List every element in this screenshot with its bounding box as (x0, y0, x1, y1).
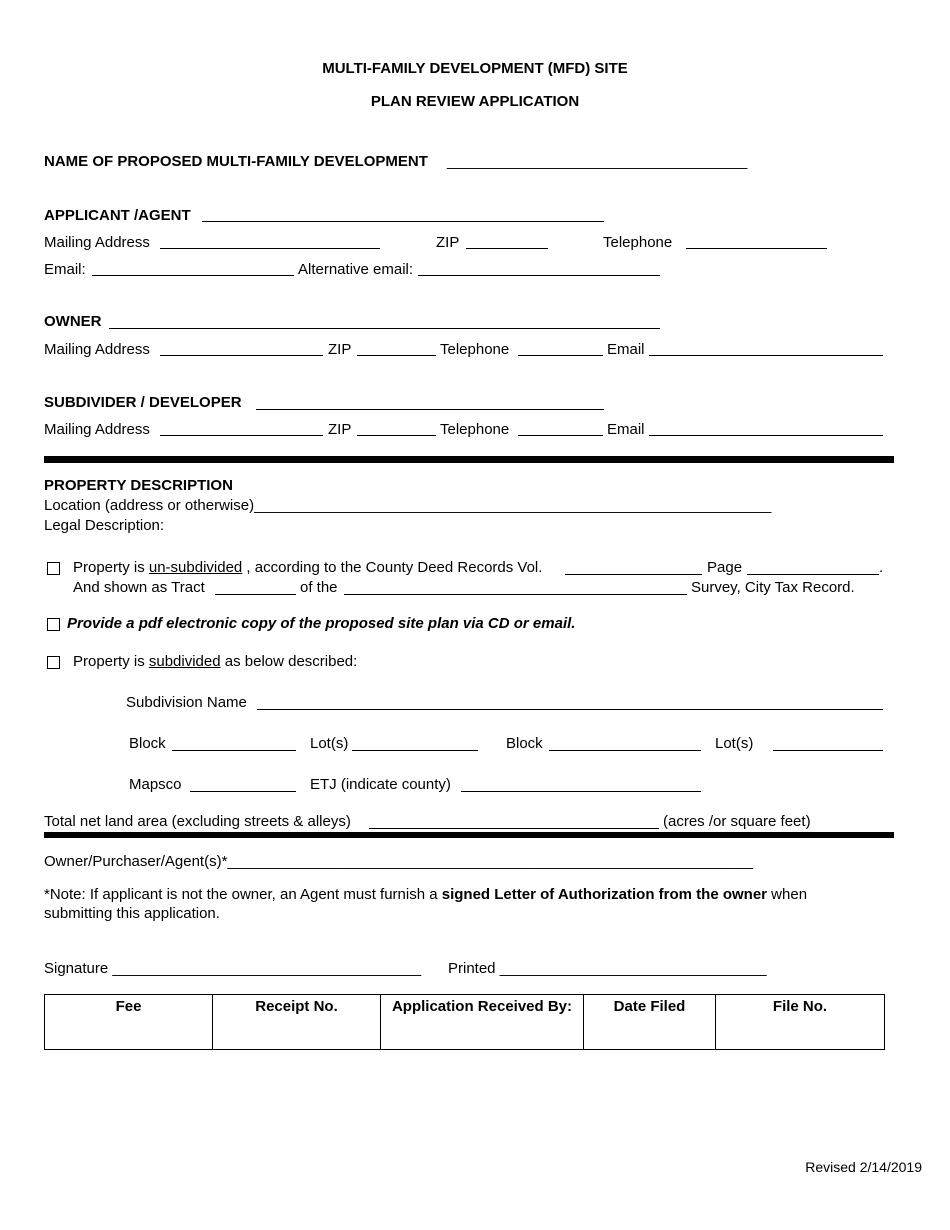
lots-field[interactable] (352, 750, 478, 751)
block-label: Block (129, 735, 166, 752)
mapsco-label: Mapsco (129, 776, 182, 793)
block2-field[interactable] (549, 750, 701, 751)
applicant-email-label: Email: (44, 261, 86, 278)
mapsco-field[interactable] (190, 791, 296, 792)
section-divider (44, 456, 894, 463)
owner-mailing-field[interactable] (160, 355, 323, 356)
block-field[interactable] (172, 750, 296, 751)
subdivider-zip-label: ZIP (328, 421, 352, 438)
applicant-mailing-label: Mailing Address (44, 234, 150, 251)
tract-label: And shown as Tract (73, 579, 205, 596)
owner-email-field[interactable] (649, 355, 883, 356)
deed-page-field[interactable] (747, 574, 879, 575)
applicant-email-field[interactable] (92, 275, 294, 276)
development-name-field[interactable]: ____________________________________ (447, 153, 748, 170)
revision-date: Revised 2/14/2019 (805, 1159, 922, 1175)
applicant-telephone-field[interactable] (686, 248, 827, 249)
applicant-name-field[interactable] (202, 221, 604, 222)
subdivision-name-field[interactable] (257, 709, 883, 710)
owner-name-field[interactable] (109, 328, 660, 329)
lots-label: Lot(s) (310, 735, 349, 752)
subdivider-email-label: Email (607, 421, 645, 438)
subdivider-mailing-label: Mailing Address (44, 421, 150, 438)
fee-cell[interactable]: Fee (45, 995, 213, 1050)
subdivider-telephone-label: Telephone (440, 421, 510, 438)
owner-agent-field[interactable]: Owner/Purchaser/Agent(s)*_______________________________________________________________ (44, 853, 753, 870)
owner-telephone-label: Telephone (440, 341, 510, 358)
owner-telephone-field[interactable] (518, 355, 603, 356)
subdivision-name-label: Subdivision Name (126, 694, 247, 711)
date-filed-cell[interactable]: Date Filed (584, 995, 716, 1050)
receipt-no-cell[interactable]: Receipt No. (213, 995, 381, 1050)
owner-mailing-label: Mailing Address (44, 341, 150, 358)
total-area-field[interactable] (369, 828, 659, 829)
total-area-label: Total net land area (excluding streets & alleys) (44, 813, 351, 830)
owner-zip-field[interactable] (357, 355, 436, 356)
section-divider-2 (44, 832, 894, 838)
applicant-telephone-label: Telephone (603, 234, 673, 251)
tract-field[interactable] (215, 594, 296, 595)
development-name-label: NAME OF PROPOSED MULTI-FAMILY DEVELOPMENT (44, 153, 428, 170)
applicant-alt-email-field[interactable] (418, 275, 660, 276)
printed-name-field[interactable]: Printed ________________________________ (448, 960, 767, 977)
lots2-label: Lot(s) (715, 735, 754, 752)
page-label: Page (707, 559, 743, 576)
property-heading: PROPERTY DESCRIPTION (44, 477, 233, 494)
form-title: MULTI-FAMILY DEVELOPMENT (MFD) SITE (322, 60, 628, 77)
lots2-field[interactable] (773, 750, 883, 751)
pdf-label: Provide a pdf electronic copy of the proposed site plan via CD or email. (67, 615, 576, 632)
pdf-checkbox[interactable] (47, 618, 60, 631)
applicant-label: APPLICANT /AGENT (44, 207, 191, 224)
etj-field[interactable] (461, 791, 701, 792)
legal-description-label: Legal Description: (44, 517, 165, 534)
owner-label: OWNER (44, 313, 102, 330)
subdivider-label: SUBDIVIDER / DEVELOPER (44, 394, 242, 411)
period: . (879, 559, 884, 576)
survey-field[interactable] (344, 594, 687, 595)
office-use-table (44, 994, 885, 1050)
owner-email-label: Email (607, 341, 645, 358)
survey-label: Survey, City Tax Record. (691, 579, 855, 596)
received-by-cell[interactable]: Application Received By: (381, 995, 584, 1050)
applicant-zip-label: ZIP (436, 234, 460, 251)
subdivider-mailing-field[interactable] (160, 435, 323, 436)
authorization-note: *Note: If applicant is not the owner, an Agent must furnish a signed Letter of Authorization from the owner when (44, 886, 808, 903)
subdivider-zip-field[interactable] (357, 435, 436, 436)
subdivided-checkbox[interactable] (47, 656, 60, 669)
acres-label: (acres /or square feet) (663, 813, 811, 830)
subdivider-telephone-field[interactable] (518, 435, 603, 436)
block2-label: Block (506, 735, 543, 752)
applicant-alt-email-label: Alternative email: (298, 261, 414, 278)
etj-label: ETJ (indicate county) (310, 776, 451, 793)
unsubdivided-label: Property is un-subdivided , according to the County Deed Records Vol. (73, 559, 543, 576)
location-field[interactable]: Location (address or otherwise)______________________________________________________________ (44, 497, 772, 514)
applicant-mailing-field[interactable] (160, 248, 380, 249)
of-the-label: of the (300, 579, 338, 596)
owner-zip-label: ZIP (328, 341, 352, 358)
subdivider-name-field[interactable] (256, 409, 604, 410)
signature-field[interactable]: Signature _____________________________________ (44, 960, 422, 977)
unsubdivided-checkbox[interactable] (47, 562, 60, 575)
authorization-note-line2: submitting this application. (44, 905, 220, 922)
subdivided-label: Property is subdivided as below described: (73, 653, 358, 670)
form-subtitle: PLAN REVIEW APPLICATION (370, 93, 580, 110)
file-no-cell[interactable]: File No. (716, 995, 885, 1050)
applicant-zip-field[interactable] (466, 248, 548, 249)
deed-volume-field[interactable] (565, 574, 702, 575)
subdivider-email-field[interactable] (649, 435, 883, 436)
